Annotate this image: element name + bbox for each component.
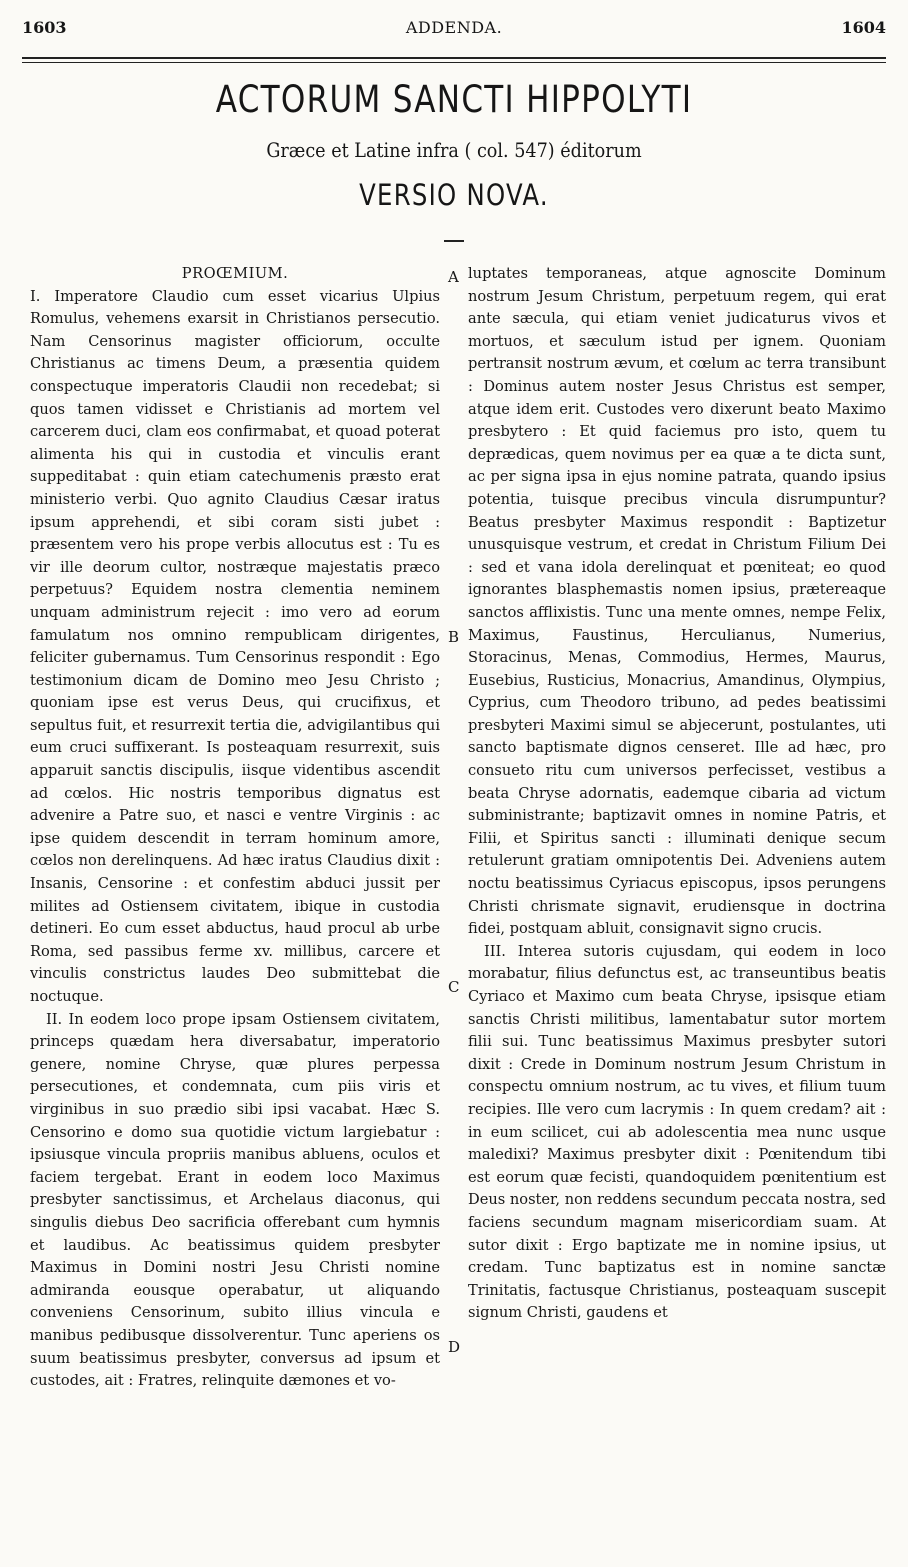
margin-marker-a: A bbox=[448, 268, 459, 286]
running-title: ADDENDA. bbox=[405, 18, 503, 37]
document-subtitle: Græce et Latine infra ( col. 547) éditorum bbox=[266, 138, 642, 162]
left-column bbox=[30, 263, 440, 1503]
margin-marker-c: C bbox=[448, 978, 460, 996]
margin-marker-b: B bbox=[448, 628, 460, 646]
title-separator bbox=[444, 240, 464, 242]
paragraph: I. Imperatore Claudio cum esset vicarius Ulpius Romulus, vehemens exarsit in Christianos persecutio. Nam Censorinus magister officiorum, occulte Christianus ac timens Deum, a præsentia quidem conspectuque imperatoris Claudii non recedebat; si quos tamen vidisset e Christianis ad mortem vel carcerem duci, clam eos confirmabat, et quoad poterat alimenta his qui in custodia et vinculis erant suppeditabat : quin etiam catechumenis præsto erat ministerio verbi. Quo agnito Claudius Cæsar iratus ipsum apprehendi, et sibi coram sisti jubet : præsentem vero his prope verbis allocutus est : Tu es vir ille deorum cultor, nostræque majestatis præco perpetuus? Equidem nostra clementia neminem unquam administrum rejecit : imo vero ad eorum famulatum nos omnino rempublicam dirigentes, feliciter gubernamus. Tum Censorinus respondit : Ego testimonium dicam de Domino meo Jesu Christo ; quoniam ipse est verus Deus, qui crucifixus, et sepultus fuit, et resurrexit tertia die, advigilantibus qui eum cruci suffixerant. Is posteaquam resurrexit, suis apparuit sanctis discipulis, iisque videntibus ascendit ad cœlos. Hic nostris temporibus dignatus est advenire a Patre suo, et nasci e ventre Virginis : ac ipse quidem descendit in terram hominum amore, cœlos non derelinquens. Ad hæc iratus Claudius dixit : Insanis, Censorine : et confestim abduci jussit per milites ad Ostiensem civitatem, ibique in custodia detineri. Eo cum esset abductus, haud procul ab urbe Roma, sed passibus ferme xv. millibus, carcere et vinculis constrictus laudes Deo submittebat die noctuque. bbox=[30, 287, 440, 1005]
page-number-left: 1603 bbox=[22, 18, 67, 37]
page-number-right: 1604 bbox=[841, 18, 886, 37]
paragraph: II. In eodem loco prope ipsam Ostiensem civitatem, princeps quædam hera diversabatur, imperatorio genere, nomine Chryse, quæ plures perpessa persecutiones, et condemnata, cum piis viris et virginibus in suo prædio sibi ipsi vacabat. Hæc S. Censorino e domo sua quotidie victum largiebatur : ipsiusque vincula propriis manibus abluens, oculos et faciem tergebat. Erant in eodem loco Maximus presbyter sanctissimus, et Archelaus diaconus, qui singulis diebus Deo sacrificia offerebant cum hymnis et laudibus. Ac beatissimus quidem presbyter Maximus in Domini nostri Jesu Christi nomine admiranda eousque operabatur, ut aliquando conveniens Censorinum, subito illius vincula e manibus pedibusque dissolverentur. Tunc aperiens os suum beatissimus presbyter, conversus ad ipsum et custodes, ait : Fratres, relinquite dæmones et vo- bbox=[30, 1010, 440, 1390]
document-subtitle-version: VERSIO NOVA. bbox=[359, 178, 549, 212]
page-header bbox=[22, 18, 886, 40]
document-title: ACTORUM SANCTI HIPPOLYTI bbox=[215, 78, 693, 121]
header-rule-thick bbox=[22, 57, 886, 59]
header-rule-thin bbox=[22, 62, 886, 63]
paragraph: III. Interea sutoris cujusdam, qui eodem in loco morabatur, filius defunctus est, ac transeuntibus beatis Cyriaco et Maximo cum beata Chryse, ipsisque etiam sanctis Christi militibus, lamentabatur sutor mortem filii sui. Tunc beatissimus Maximus presbyter sutori dixit : Crede in Dominum nostrum Jesum Christum in conspectu omnium nostrum, ac tu vives, et filium tuum recipies. Ille vero cum lacrymis : In quem credam? ait : in eum scilicet, cui ab adolescentia mea nunc usque maledixi? Maximus presbyter dixit : Pœnitendum tibi est eorum quæ fecisti, quandoquidem pœnitentium est Deus noster, non reddens secundum peccata nostra, sed faciens secundum magnam misericordiam suam. At sutor dixit : Ergo baptizate me in nomine ipsius, ut credam. Tunc baptizatus est in nomine sanctæ Trinitatis, factusque Christianus, posteaquam suscepit signum Christi, gaudens et bbox=[468, 942, 886, 1322]
section-heading: PROŒMIUM. bbox=[181, 265, 289, 282]
paragraph: luptates temporaneas, atque agnoscite Dominum nostrum Jesum Christum, perpetuum regem, qui erat ante sæcula, qui etiam veniet judicaturus vivos et mortuos, et sæculum istud per ignem. Quoniam pertransit nostrum ævum, et cœlum ac terra transibunt : Dominus autem noster Jesus Christus est semper, atque idem erit. Custodes vero dixerunt beato Maximo presbytero : Et quid faciemus pro isto, quem tu deprædicas, quem novimus per ea quæ a te dicta sunt, ac per signa ipsa in ejus nomine patrata, quando ipsius potentia, tuisque precibus vincula disrumpuntur? Beatus presbyter Maximus respondit : Baptizetur unusquisque vestrum, et credat in Christum Filium Dei : sed et vana idola derelinquat et pœniteat; eo quod ignorantes blasphemastis nomen ipsius, prætereaque sanctos afflixistis. Tunc una mente omnes, nempe Felix, Maximus, Faustinus, Herculianus, Numerius, Storacinus, Menas, Commodius, Hermes, Maurus, Eusebius, Rusticius, Monacrius, Amandinus, Olympius, Cyprius, cum Theodoro tribuno, ad pedes beatissimi presbyteri Maximi simul se abjecerunt, postulantes, uti sancto baptismate dignos censeret. Ille ad hæc, pro consueto ritu cum universos perfecisset, vestibus a beata Chryse adornatis, eademque cibaria ad victum subministrante; baptizavit omnes in nomine Patris, et Filii, et Spiritus sancti : illuminati denique secum retulerunt gratiam omnipotentis Dei. Adveniens autem noctu beatissimus Cyriacus episcopus, ipsos perungens Christi chrismate signavit, erudiensque in doctrina fidei, postquam abluit, consignavit signo crucis. bbox=[468, 265, 886, 938]
right-column bbox=[468, 263, 886, 1503]
margin-marker-d: D bbox=[448, 1338, 461, 1356]
